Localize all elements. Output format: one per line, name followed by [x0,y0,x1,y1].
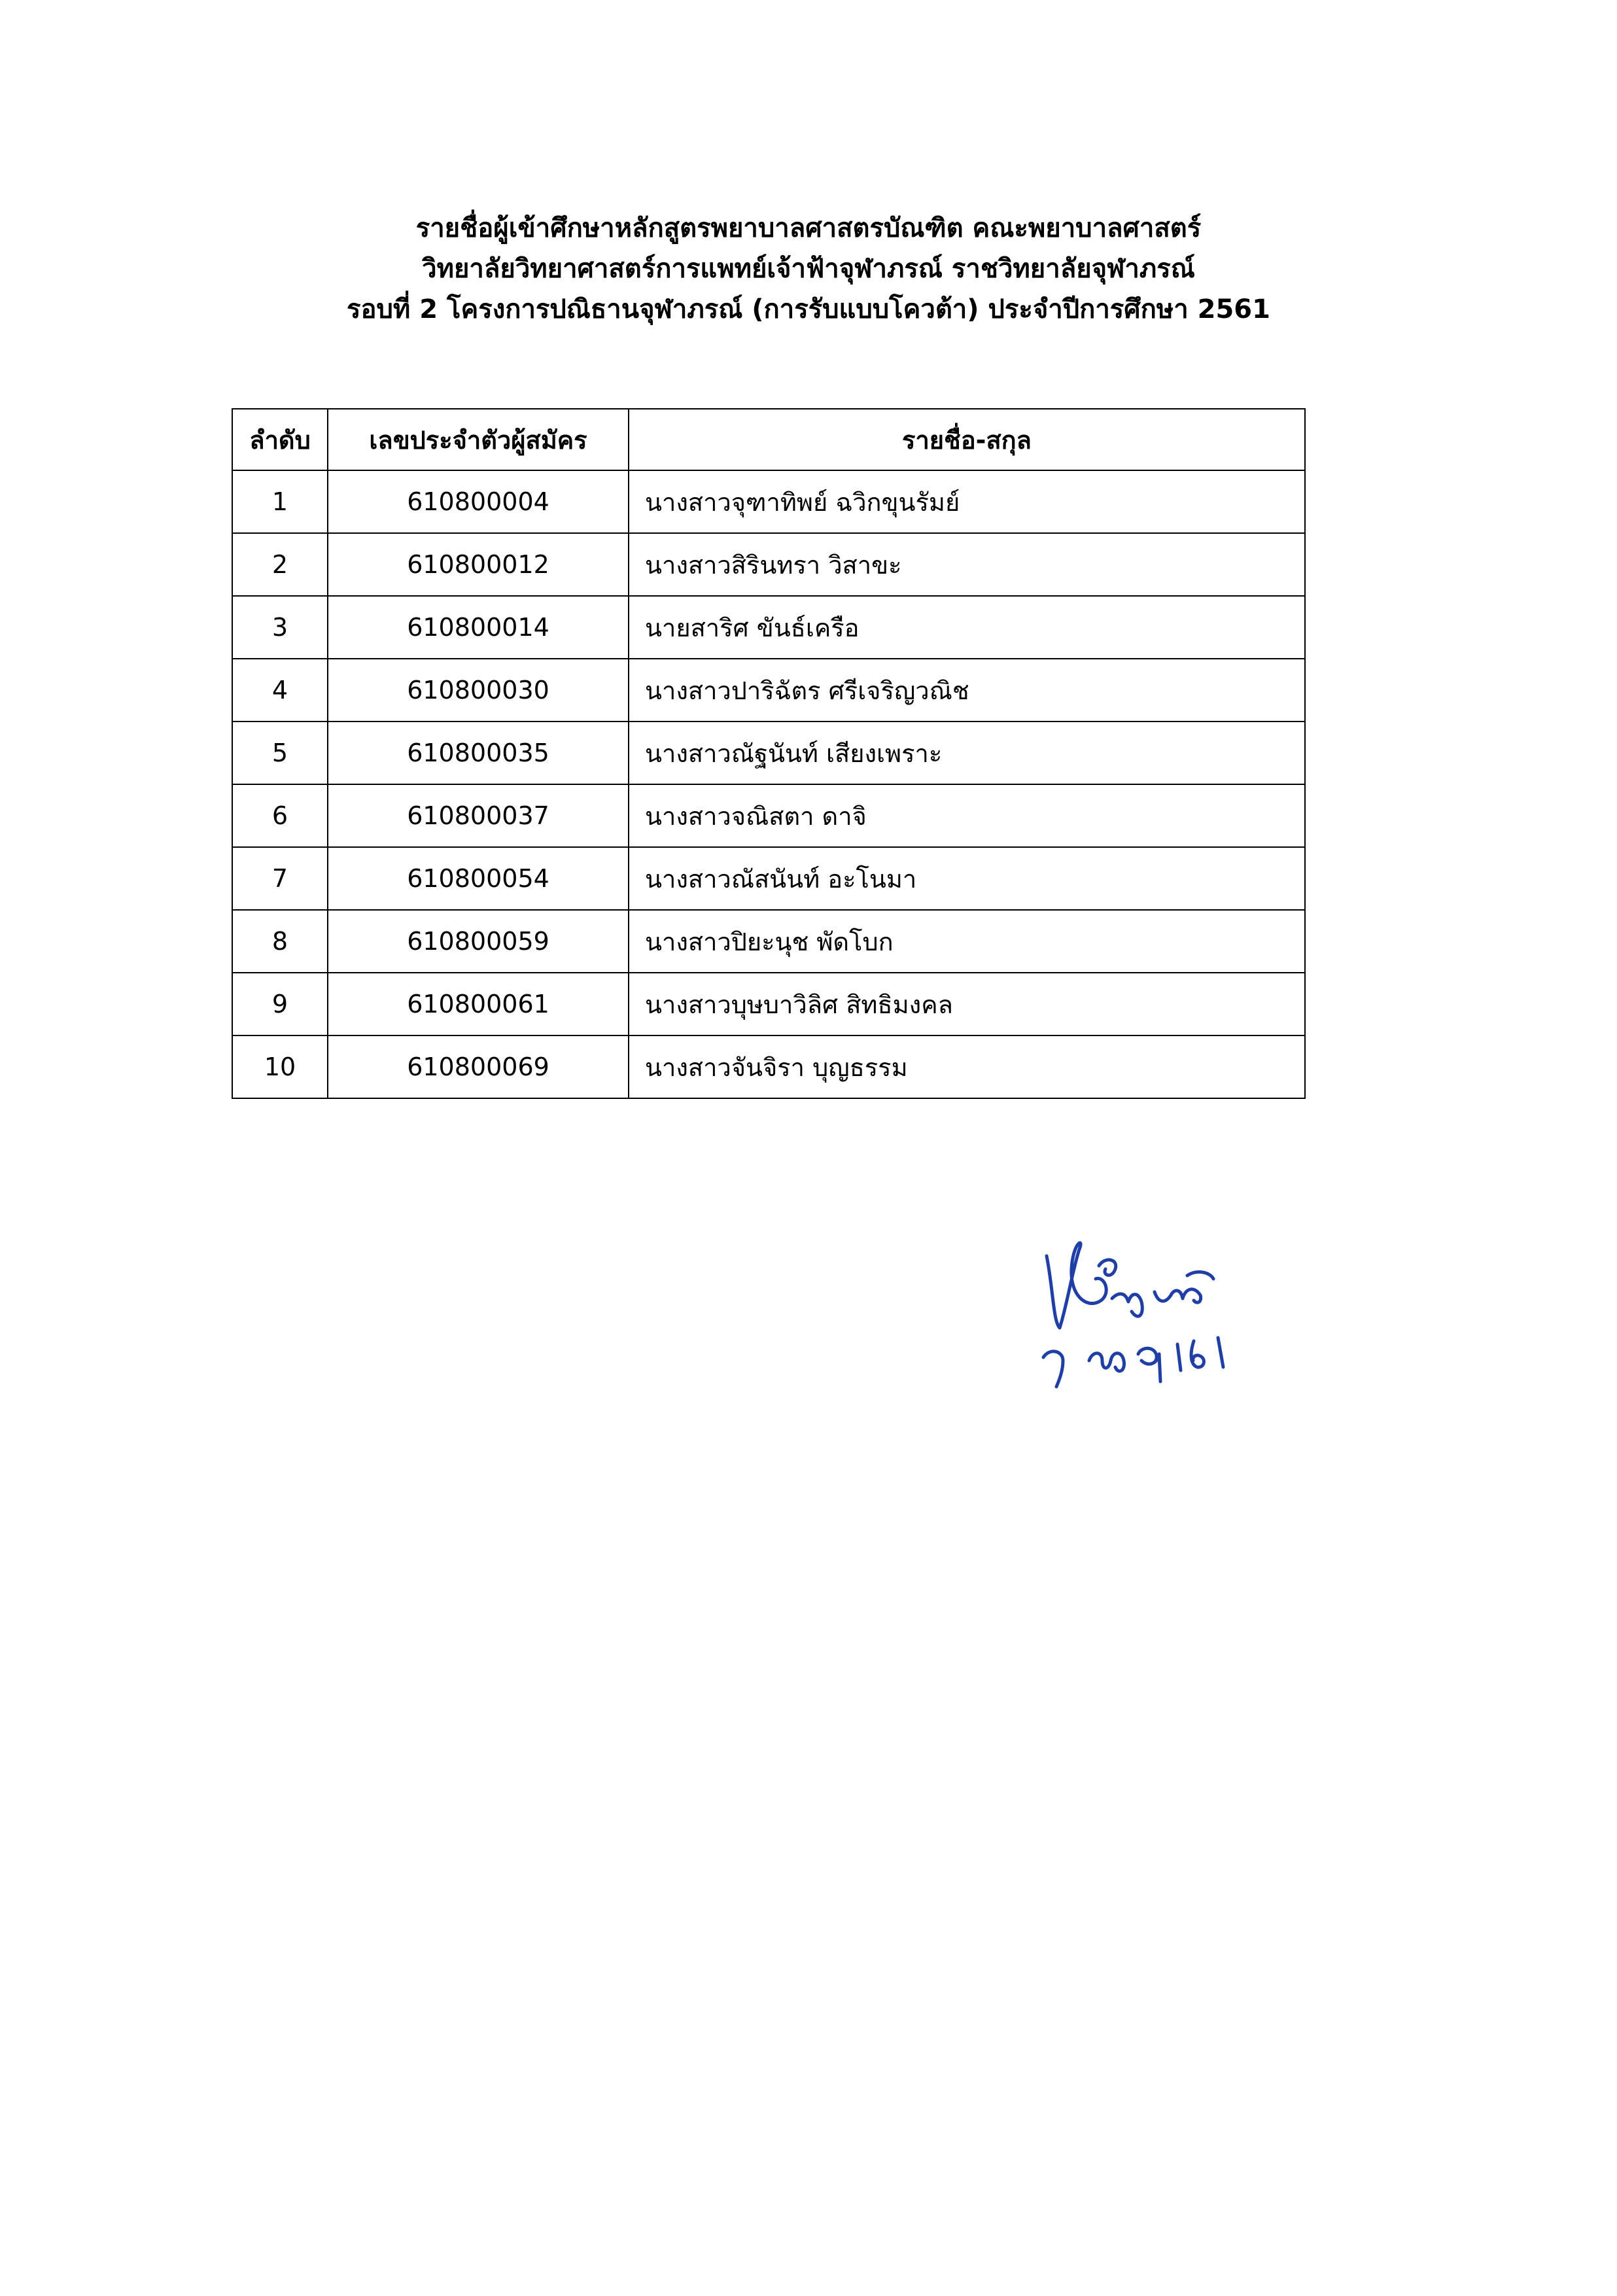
signature-stroke [1099,1260,1116,1276]
cell-full-name: นางสาวบุษบาวิลิศ สิทธิมงคล [629,973,1305,1035]
cell-order: 7 [232,847,328,910]
table-row [232,910,1305,973]
cell-full-name: นางสาวจณิสตา ดาจิ [629,784,1305,847]
cell-full-name: นายสาริศ ขันธ์เครือ [629,596,1305,659]
cell-order: 2 [232,533,328,596]
table-row [232,1035,1305,1098]
cell-full-name: นางสาวณัสนันท์ อะโนมา [629,847,1305,910]
cell-applicant-id: 610800035 [328,722,629,784]
table-row [232,973,1305,1035]
cell-applicant-id: 610800030 [328,659,629,722]
table-row [232,470,1305,533]
signature-stroke [1155,1289,1201,1302]
signature-date-stroke [1138,1348,1160,1382]
signature-date-stroke [1177,1344,1181,1370]
header-full-name: รายชื่อ-สกุล [629,409,1305,470]
cell-full-name: นางสาวณัฐนันท์ เสียงเพราะ [629,722,1305,784]
cell-applicant-id: 610800061 [328,973,629,1035]
cell-applicant-id: 610800069 [328,1035,629,1098]
table-row [232,847,1305,910]
table-row [232,596,1305,659]
title-line-2: วิทยาลัยวิทยาศาสตร์การแพทย์เจ้าฟ้าจุฬาภรณ์ ราชวิทยาลัยจุฬาภรณ์ [422,254,1195,284]
signature-date-stroke [1089,1353,1124,1371]
signature-drawing [1034,1230,1269,1400]
cell-order: 5 [232,722,328,784]
cell-order: 8 [232,910,328,973]
signature-stroke [1187,1272,1213,1279]
cell-full-name: นางสาวปาริฉัตร ศรีเจริญวณิช [629,659,1305,722]
cell-order: 10 [232,1035,328,1098]
cell-applicant-id: 610800012 [328,533,629,596]
cell-applicant-id: 610800004 [328,470,629,533]
cell-applicant-id: 610800014 [328,596,629,659]
handwritten-signature [1034,1230,1269,1400]
signature-date-stroke [1043,1351,1063,1387]
signature-date-stroke [1218,1338,1223,1367]
document-title [0,208,1617,330]
cell-applicant-id: 610800059 [328,910,629,973]
roster-table-container [232,408,1304,1099]
header-applicant-id: เลขประจำตัวผู้สมัคร [328,409,629,470]
cell-order: 6 [232,784,328,847]
table-row [232,784,1305,847]
cell-full-name: นางสาวปิยะนุช พัดโบก [629,910,1305,973]
signature-stroke [1047,1243,1106,1328]
table-body [232,470,1305,1098]
cell-applicant-id: 610800037 [328,784,629,847]
cell-full-name: นางสาวสิรินทรา วิสาขะ [629,533,1305,596]
table-row [232,533,1305,596]
title-line-1: รายชื่อผู้เข้าศึกษาหลักสูตรพยาบาลศาสตรบัณฑิต คณะพยาบาลศาสตร์ [415,213,1202,243]
cell-order: 1 [232,470,328,533]
header-order: ลำดับ [232,409,328,470]
roster-table [232,408,1306,1099]
signature-date-stroke [1191,1341,1204,1367]
signature-stroke [1112,1294,1142,1316]
cell-order: 3 [232,596,328,659]
cell-order: 4 [232,659,328,722]
table-header-row [232,409,1305,470]
cell-order: 9 [232,973,328,1035]
cell-applicant-id: 610800054 [328,847,629,910]
cell-full-name: นางสาวจุฑาทิพย์ ฉวิกขุนรัมย์ [629,470,1305,533]
title-line-3: รอบที่ 2 โครงการปณิธานจุฬาภรณ์ (การรับแบบโควต้า) ประจำปีการศึกษา 2561 [347,294,1270,324]
cell-full-name: นางสาวจันจิรา บุญธรรม [629,1035,1305,1098]
table-row [232,722,1305,784]
table-row [232,659,1305,722]
